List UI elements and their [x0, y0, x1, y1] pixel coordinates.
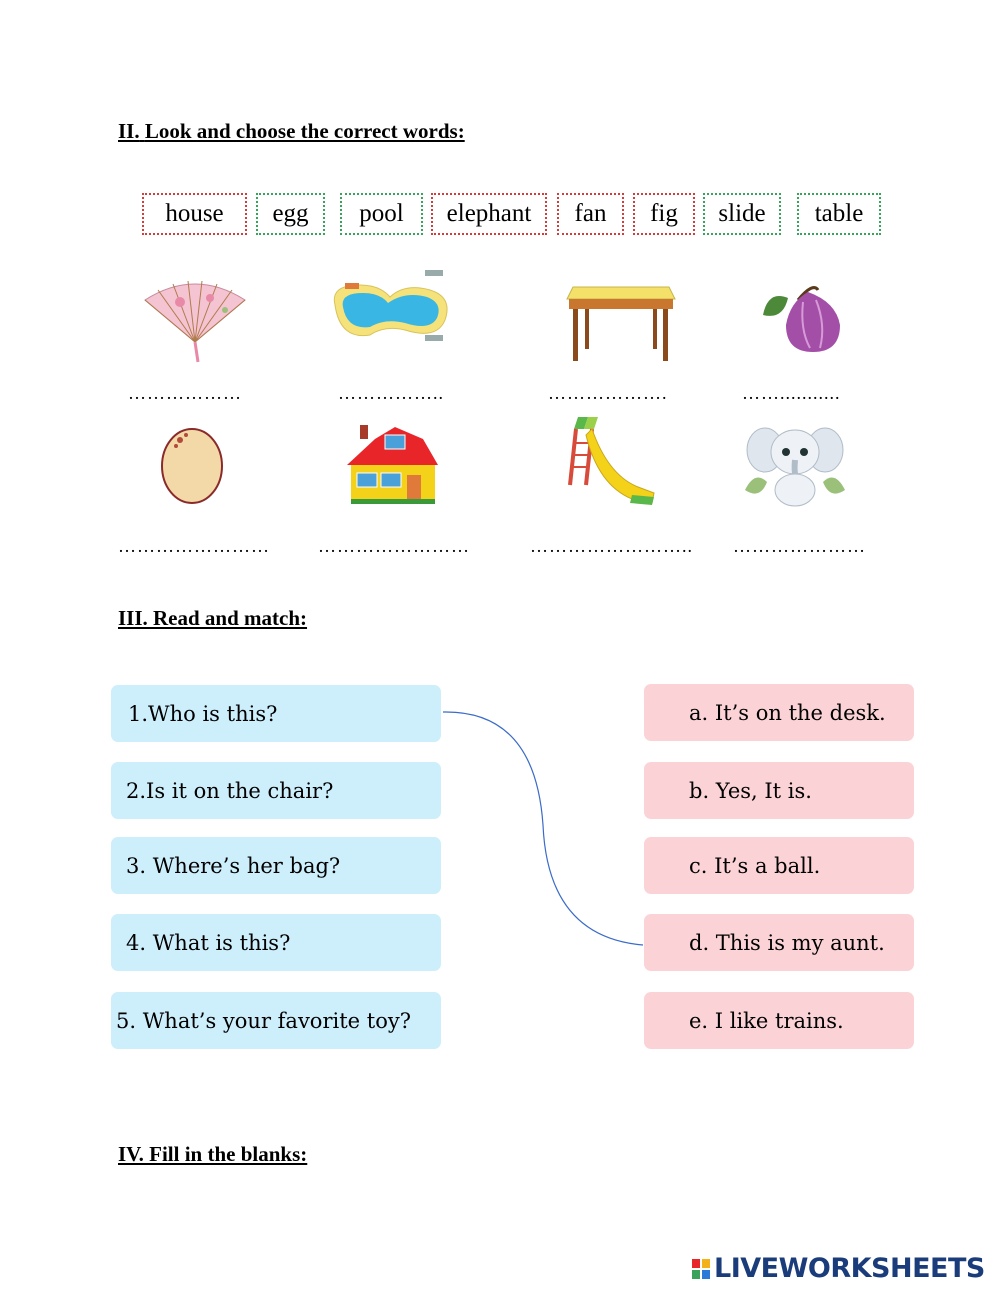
word-house[interactable]: house: [142, 193, 247, 235]
answer-c[interactable]: c. It’s a ball.: [644, 837, 914, 894]
blank-fan[interactable]: ………………: [128, 383, 242, 403]
section-2-number: II.: [118, 119, 140, 143]
blank-house[interactable]: ……………………: [318, 536, 470, 556]
word-table[interactable]: table: [797, 193, 881, 235]
elephant-picture: [745, 420, 845, 508]
egg-picture: [158, 420, 226, 504]
blank-egg[interactable]: ……………………: [118, 536, 270, 556]
question-5[interactable]: 5. What’s your favorite toy?: [111, 992, 441, 1049]
word-fig[interactable]: fig: [633, 193, 695, 235]
logo-text: LIVEWORKSHEETS: [714, 1253, 985, 1284]
fig-picture: [758, 280, 843, 355]
question-4[interactable]: 4. What is this?: [111, 914, 441, 971]
answer-d[interactable]: d. This is my aunt.: [644, 914, 914, 971]
swimming-pool-picture: [325, 265, 455, 350]
logo-mark-icon: [692, 1259, 710, 1279]
word-egg[interactable]: egg: [256, 193, 325, 235]
blank-fig[interactable]: ……...........: [742, 383, 841, 403]
table-picture: [565, 285, 677, 365]
hand-fan-picture: [140, 280, 250, 365]
section-4-heading: IV. Fill in the blanks:: [118, 1142, 308, 1166]
liveworksheets-logo: [692, 1253, 985, 1284]
match-line: [440, 705, 650, 950]
answer-a[interactable]: a. It’s on the desk.: [644, 684, 914, 741]
word-fan[interactable]: fan: [557, 193, 624, 235]
question-2[interactable]: 2.Is it on the chair?: [111, 762, 441, 819]
blank-elephant[interactable]: …………………: [733, 536, 866, 556]
word-elephant[interactable]: elephant: [431, 193, 547, 235]
word-slide[interactable]: slide: [703, 193, 781, 235]
blank-table[interactable]: ……………….: [548, 383, 668, 403]
answer-b[interactable]: b. Yes, It is.: [644, 762, 914, 819]
section-2-title: Look and choose the correct words:: [144, 119, 465, 143]
question-3[interactable]: 3. Where’s her bag?: [111, 837, 441, 894]
word-pool[interactable]: pool: [340, 193, 423, 235]
section-3-heading: III. Read and match:: [118, 606, 308, 630]
answer-e[interactable]: e. I like trains.: [644, 992, 914, 1049]
blank-pool[interactable]: ……………..: [338, 383, 444, 403]
slide-picture: [568, 415, 658, 507]
blank-slide[interactable]: ……………………..: [530, 536, 693, 556]
section-2-heading: [118, 119, 465, 144]
house-picture: [345, 425, 440, 505]
question-1[interactable]: 1.Who is this?: [111, 685, 441, 742]
